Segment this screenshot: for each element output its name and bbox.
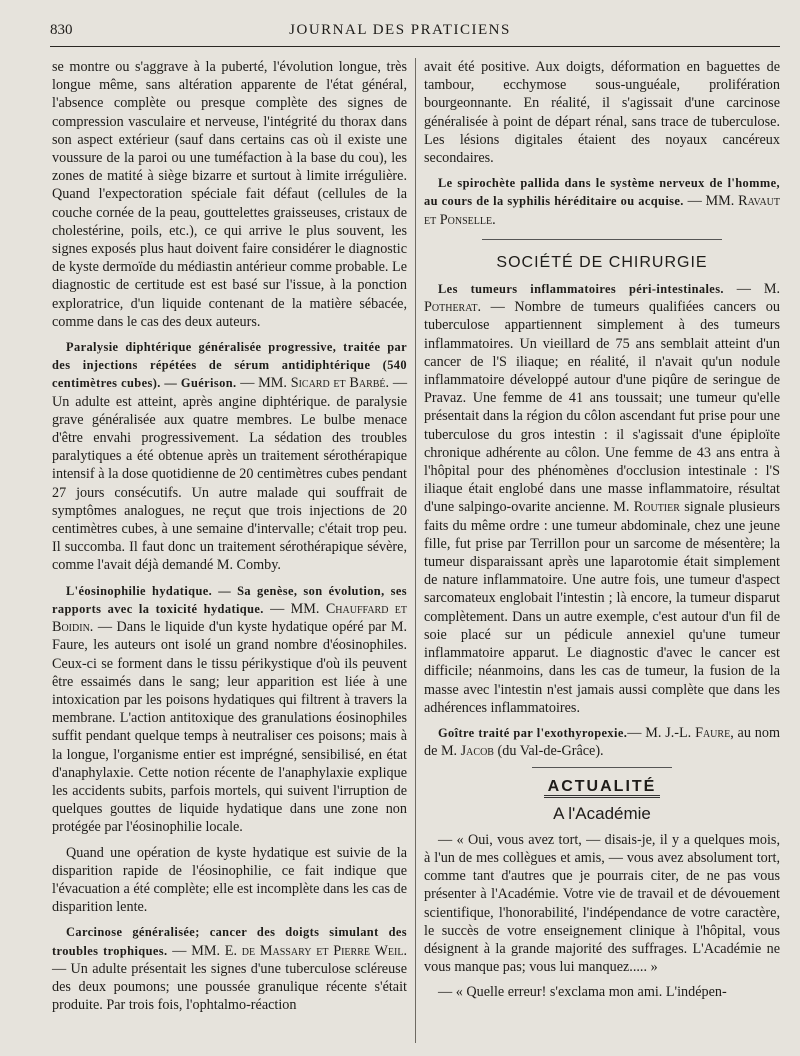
paragraph: se montre ou s'aggrave à la puberté, l'évolution longue, très longue même, sans altération apparente de l'état général, l'absence complète ou presque complète des signes de compression vasculaire et nerveuse, l'intégrité du thorax dans son aspect extérieur (sauf dans certains cas où il existe une voussure de la paroi ou une tuméfaction à la base du cou), les zones de matité à siège bizarre et surtout à limite irrégulière. Quand l'expectoration spéciale fait défaut (cellules de la couche cornée de la peau, gouttelettes graisseuses, cristaux de cholestérine, poils, etc.), ce qui arrive le plus souvent, les signes exposés plus haut doivent faire considérer le diagnostic de kyste dermoïde du médiastin antérieur comme probable. Le diagnostic de certitude est est basé sur l'issue, à la ponction exploratrice, d'un liquide contenant de la matière sébacée, comme dans le cas des deux auteurs. [52, 59, 407, 330]
separator: — MM. E. [167, 942, 242, 959]
article-authors: Faure [695, 724, 731, 741]
article-tumeurs [424, 280, 780, 717]
separator: — MM. [236, 375, 291, 392]
article-authors: de Massary et Pierre Weil. [241, 942, 407, 959]
separator: — M. [723, 281, 780, 298]
article-title: Le spirochète pallida dans le système nerveux de l'homme, au cours de la syphilis héréditaire ou acquise. [424, 176, 780, 209]
article-title: Paralysie diphtérique généralisée progressive, traitée par des injections répétées de sérum antidiphtérique (540 centimètres cubes). — Guérison. [52, 340, 407, 391]
article-eosinophilie [52, 582, 407, 837]
paragraph: Quand une opération de kyste hydatique est suivie de la disparition rapide de l'éosinophilie, ce fait indique que l'évacuation a été complète; elle est incomplète dans les cas de disparition lente. [52, 844, 407, 916]
article-text: signale plusieurs faits du même ordre : une tumeur abdominale, chez une jeune fille, fut prise par Terrillon pour un sarcome de mésentère; la tumeur disparaissant après une laparotomie était simplement de nature inflammatoire. Une autre fois, une tumeur d'aspect sarcomateux englobait l'intestin ; là encore, la tumeur disparut complètement. Dans un autre exemple, c'est autour d'un fil de soie placé sur un pédicule annexiel qu'une tumeur inflammatoire apparut. Le diagnostic d'avec le cancer est difficile; néanmoins, dans les cas de tumeur, la fusion de la masse avec l'intestin n'est jamais aussi complète que dans les adhérences inflammatoires. [424, 499, 780, 716]
page-header [0, 20, 800, 46]
article-text: , au nom de M. [424, 724, 780, 760]
academie-heading: A l'Académie [553, 803, 651, 823]
article-goitre [424, 724, 780, 760]
article-spirochete [424, 174, 780, 229]
actualite-heading [424, 778, 780, 796]
article-authors: Chauffard et Boidin. [52, 600, 407, 636]
paragraph: avait été positive. Aux doigts, déformation en baguettes de tambour, ecchymose sous-unguéale, prolifération bourgeonnante. En réalité, il s'agissait d'une carcinose généralisée à point de départ rénal, sans trace de tuberculose. Les lésions digitales étaient des noyaux cancéreux secondaires. [424, 59, 780, 167]
paragraph: — « Oui, vous avez tort, — disais-je, il y a quelques mois, à l'un de mes collègues et amis, — vous avez absolument tort, comme tant d'autres que je pourrais citer, de ne pas vous présenter à l'Académie. Votre vie de travail et de dévouement scientifique, l'honorabilité, l'indépendance de votre caractère, le succès de votre enseignement clinique à l'hôpital, vous désignent à la grande majorité des suffrages. L'Académie ne vous manque pas; vous lui manquez..... » [424, 831, 780, 976]
running-title: JOURNAL DES PRATICIENS [289, 22, 511, 38]
article-text: — Un adulte présentait les signes d'une tuberculose scléreuse des deux poumons; une poussée granulique récente s'était produite. Par trois fois, l'ophtalmo-réaction [52, 960, 407, 1014]
section-title: SOCIÉTÉ DE CHIRURGIE [496, 253, 708, 271]
left-column [52, 58, 407, 1021]
article-text: — Dans le liquide d'un kyste hydatique opéré par M. Faure, les auteurs ont isolé un grand nombre d'éosinophiles. Ceux-ci se forment dans le tissu périkystique d'où ils peuvent être essaimés dans le sang; leur apparition est liée à une intoxication par les poisons hydatiques qui filtrent à travers la membrane. L'action antitoxique des granulations éosinophiles suffit pendant quelque temps à neutraliser ces poisons; mais à la longue, l'organisme entier est imprégné, sensibilisé, en état d'anaphylaxie. Cette notion récente de l'anaphylaxie explique les accidents subits, parfois mortels, qui suivent l'irruption de quelques gouttes de liquide hydatique dans une zone non protégée par l'éosinophilie locale. [52, 619, 407, 836]
section-rule [532, 767, 672, 768]
article-authors: Ravaut et Ponselle. [424, 193, 780, 228]
separator: — M. J.-L. [627, 724, 696, 741]
article-author: Routier [633, 499, 680, 516]
separator: — MM. [263, 600, 326, 617]
actualite-title: ACTUALITÉ [544, 778, 661, 798]
article-carcinose [52, 923, 407, 1014]
article-text: (du Val-de-Grâce). [493, 743, 604, 760]
paragraph: — « Quelle erreur! s'exclama mon ami. L'indépen- [438, 984, 727, 1001]
article-text: — Un adulte est atteint, après angine diphtérique. de paralysie grave généralisée aux quatre membres. Le bulbe menace d'être envahi progressivement. La sédation des troubles paralytiques a été obtenue après un traitement sérothérapique intensif à la dose quotidienne de 20 centimètres cubes pendant 27 jours consécutifs. Un autre malade qui souffrait de symptômes analogues, ne reçut que trois injections de 20 centimètres cubes, à une semaine d'intervalle; c'était trop peu. Il succomba. Il faut donc un traitement sérothérapique sévère, comme l'avait déjà demandé M. Comby. [52, 375, 408, 574]
article-paralysie [52, 338, 407, 575]
article-authors: Potherat. [424, 299, 481, 316]
article-authors: Sicard et Barbé. [290, 375, 390, 392]
separator: — MM. [683, 193, 739, 210]
column-divider [415, 58, 416, 1043]
article-title: Carcinose généralisée; cancer des doigts simulant des troubles trophiques. [52, 925, 407, 958]
article-title: Les tumeurs inflammatoires péri-intestinales. [438, 282, 724, 297]
section-rule [482, 239, 722, 240]
article-text: — Nombre de tumeurs qualifiées cancers ou tuberculose appartiennent simplement à des tumeurs inflammatoires. Un vieillard de 75 ans semblait atteint d'un cancer de l'S iliaque; en réalité, il n'avait qu'un nodule inflammatoire développé autour d'une piqûre de seringue de Pravaz. Une femme de 41 ans toussait; une tumeur qu'elle présentait dans la région du côlon ascendant fut prise pour une tuberculose du gros intestin : il s'agissait d'une épiploïte chronique adhérente au côlon. Une femme de 43 ans entra à l'hôpital pour des phénomènes d'occlusion intestinale : l'S iliaque était englobé dans une masse inflammatoire, résultat d'une salpingo-ovarite ancienne. M. [424, 299, 780, 516]
header-rule [50, 46, 780, 47]
article-title: Goître traité par l'exothyropexie. [438, 725, 628, 740]
right-column [424, 58, 780, 1009]
page-number: 830 [50, 22, 73, 38]
article-author: Jacob [460, 743, 494, 760]
article-title: L'éosinophilie hydatique. — Sa genèse, son évolution, ses rapports avec la toxicité hydatique. [52, 583, 407, 616]
